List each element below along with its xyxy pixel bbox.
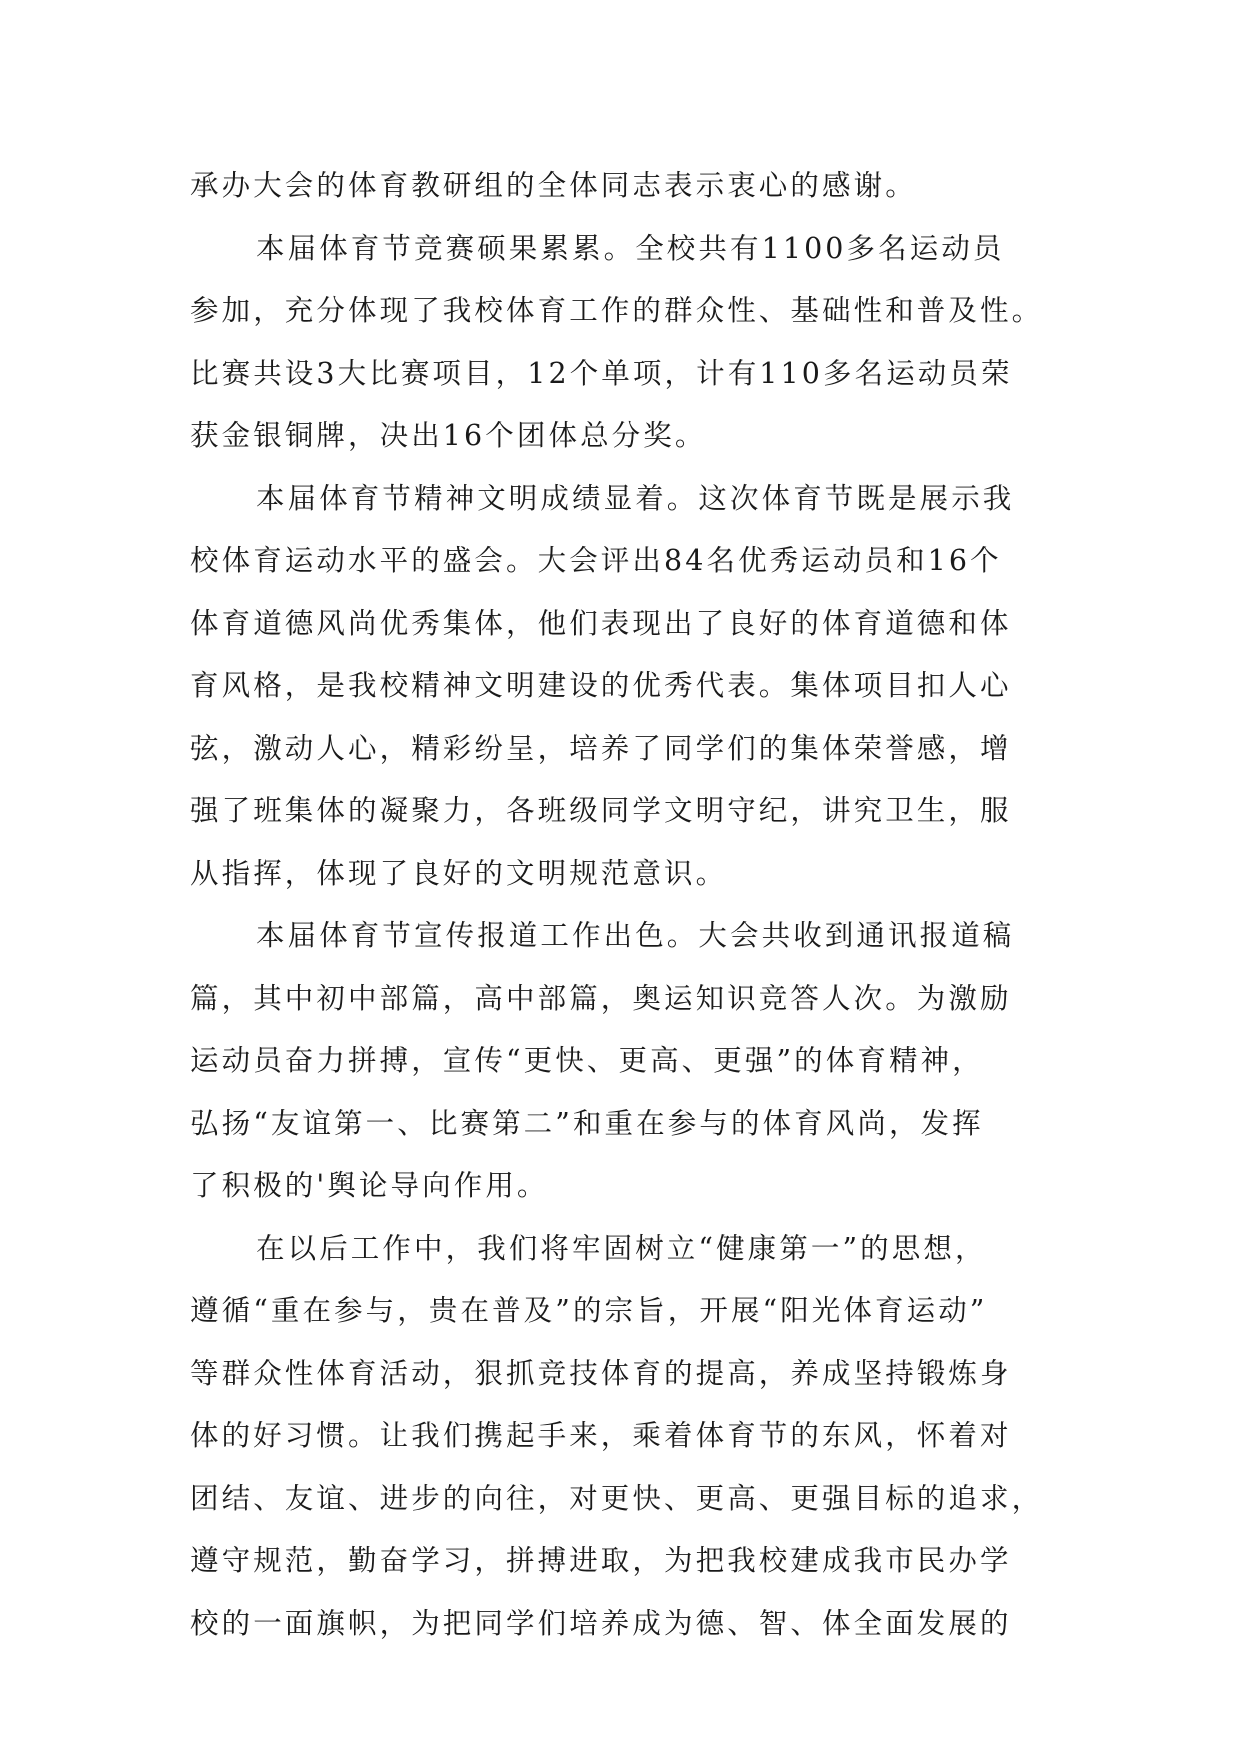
text-line: 承办大会的体育教研组的全体同志表示衷心的感谢。: [190, 169, 917, 202]
text-line: 强了班集体的凝聚力，各班级同学文明守纪，讲究卫生，服: [190, 794, 1012, 827]
paragraph-start-line: 本届体育节竞赛硕果累累。全校共有1100多名运动员: [256, 231, 1005, 265]
text-line: 体育道德风尚优秀集体，他们表现出了良好的体育道德和体: [190, 606, 1012, 640]
text-line: 校体育运动水平的盛会。大会评出84名优秀运动员和16个: [190, 544, 1002, 577]
paragraph-start-line: 在以后工作中，我们将牢固树立“健康第一”的思想，: [256, 1231, 987, 1265]
text-line: 育风格，是我校精神文明建设的优秀代表。集体项目扣人心: [190, 669, 1012, 702]
text-line: 校的一面旗帜，为把同学们培养成为德、智、体全面发展的: [190, 1606, 1012, 1640]
text-line: 遵循“重在参与，贵在普及”的宗旨，开展“阳光体育运动”: [190, 1294, 988, 1327]
paragraph-start-line: 本届体育节宣传报道工作出色。大会共收到通讯报道稿: [256, 919, 1015, 952]
text-line: 参加，充分体现了我校体育工作的群众性、基础性和普及性。: [190, 294, 1044, 327]
text-line: 等群众性体育活动，狠抓竞技体育的提高，养成坚持锻炼身: [190, 1356, 1012, 1390]
text-line: 弘扬“友谊第一、比赛第二”和重在参与的体育风尚，发挥: [190, 1106, 984, 1140]
text-line: 遵守规范，勤奋学习，拼搏进取，为把我校建成我市民办学: [190, 1544, 1012, 1577]
text-line: 了积极的'舆论导向作用。: [190, 1169, 549, 1202]
document-body: [190, 155, 1050, 1655]
text-line: 团结、友谊、进步的向往，对更快、更高、更强目标的追求，: [190, 1481, 1044, 1515]
text-line: 运动员奋力拼搏，宣传“更快、更高、更强”的体育精神，: [190, 1044, 984, 1077]
text-line: 获金银铜牌，决出16个团体总分奖。: [190, 419, 707, 452]
text-line: 篇，其中初中部篇，高中部篇，奥运知识竞答人次。为激励: [190, 981, 1012, 1015]
text-line: 从指挥，体现了良好的文明规范意识。: [190, 856, 728, 890]
text-line: 弦，激动人心，精彩纷呈，培养了同学们的集体荣誉感，增: [190, 731, 1012, 765]
text-line: 体的好习惯。让我们携起手来，乘着体育节的东风，怀着对: [190, 1419, 1012, 1452]
text-line: 比赛共设3大比赛项目，12个单项，计有110多名运动员荣: [190, 356, 1013, 390]
paragraph-start-line: 本届体育节精神文明成绩显着。这次体育节既是展示我: [256, 481, 1015, 515]
